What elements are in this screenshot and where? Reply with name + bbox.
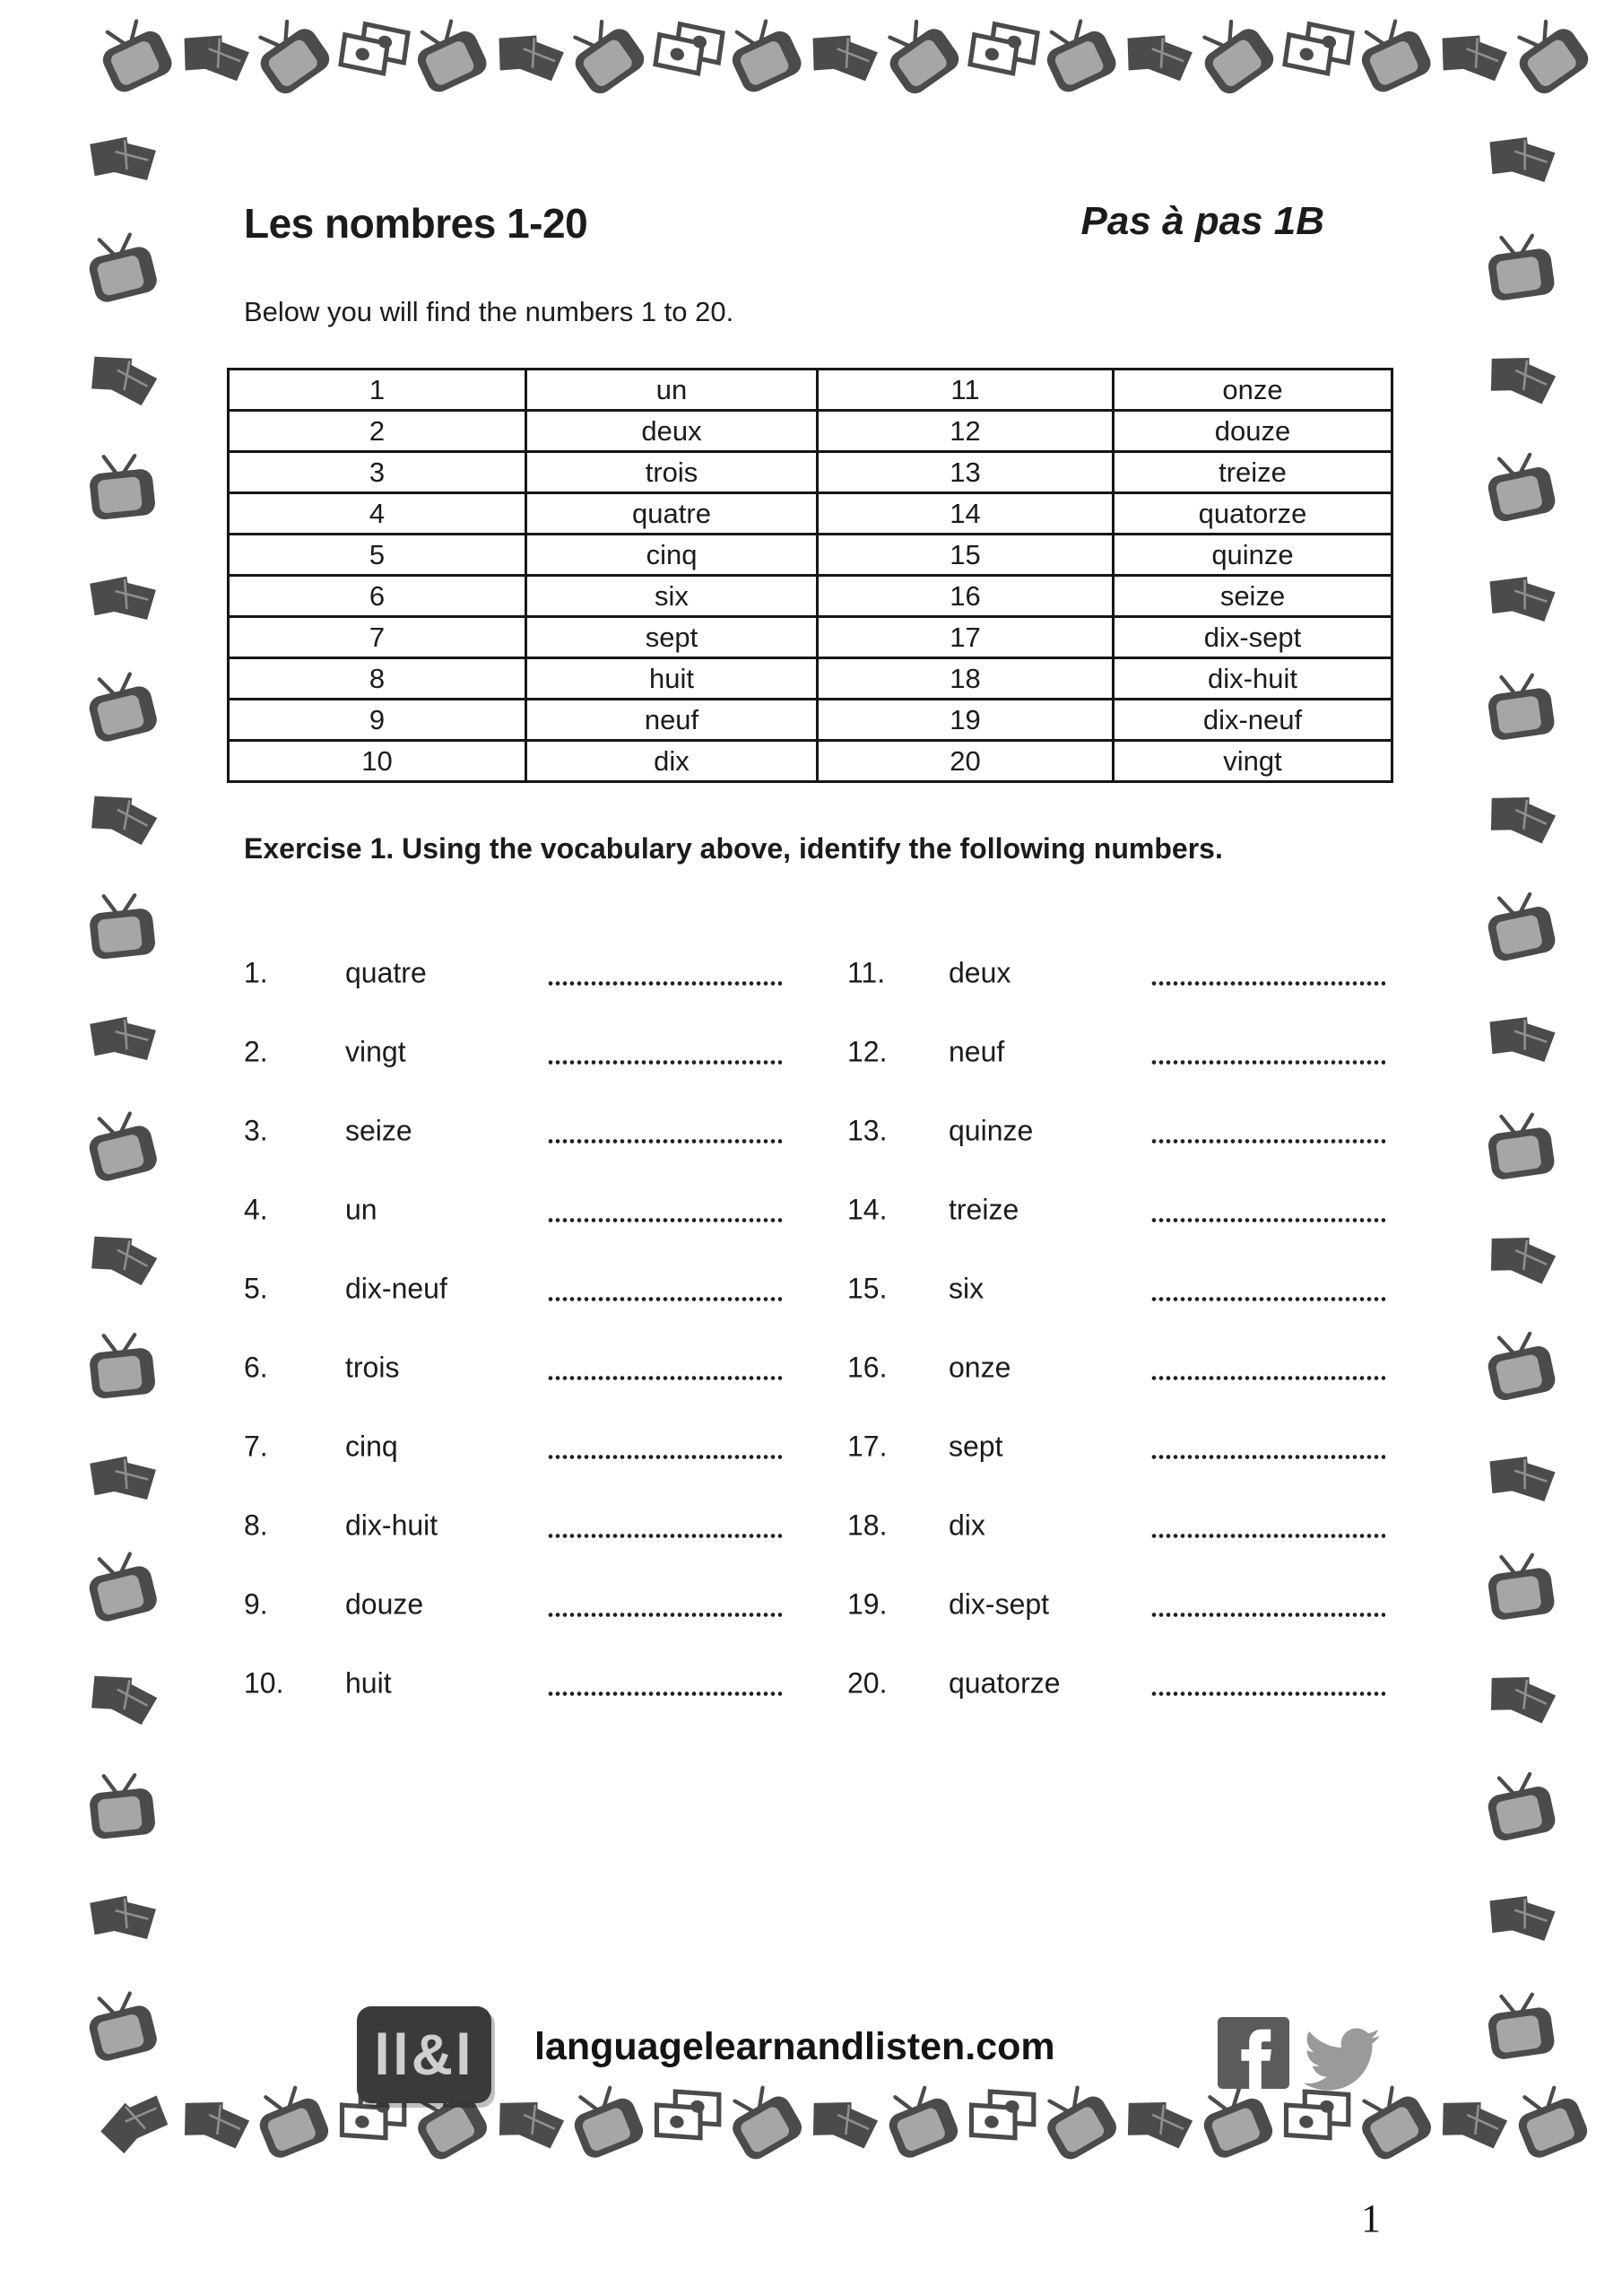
- tickets-icon: [951, 8, 1050, 107]
- exercise-item: [244, 1565, 782, 1644]
- exercise-column-left: [244, 934, 782, 1723]
- vocab-cell: six: [526, 576, 818, 617]
- vocab-cell: 13: [818, 452, 1114, 493]
- vocab-cell: un: [526, 370, 818, 411]
- exercise-item: [244, 1486, 782, 1565]
- tv-icon: [242, 2074, 343, 2174]
- newspaper-icon: [78, 116, 165, 203]
- item-number: 12.: [847, 1035, 888, 1068]
- tickets-icon: [1266, 8, 1365, 107]
- newspaper-icon: [72, 329, 172, 430]
- tv-icon: [75, 663, 169, 756]
- answer-blank: [547, 1691, 782, 1697]
- vocab-cell: huit: [526, 658, 818, 700]
- item-number: 13.: [847, 1114, 888, 1147]
- tv-icon: [1028, 6, 1130, 109]
- item-word: deux: [949, 956, 1011, 989]
- newspaper-icon: [72, 1209, 172, 1309]
- vocab-cell: 2: [229, 411, 526, 452]
- vocab-row: [229, 370, 1392, 411]
- tv-icon: [80, 887, 165, 972]
- newspaper-icon: [1475, 1433, 1566, 1525]
- newspaper-icon: [78, 1435, 165, 1522]
- answer-blank: [1150, 1533, 1385, 1539]
- tickets-icon: [640, 2078, 732, 2170]
- answer-blank: [1150, 980, 1385, 987]
- item-number: 14.: [847, 1193, 888, 1226]
- vocab-cell: 18: [818, 658, 1114, 700]
- newspaper-icon: [72, 769, 172, 869]
- vocab-cell: 11: [818, 370, 1114, 411]
- vocab-cell: 19: [818, 700, 1114, 741]
- item-number: 1.: [244, 956, 268, 989]
- vocab-cell: 3: [229, 452, 526, 493]
- newspaper-icon: [1472, 770, 1569, 867]
- site-logo-text: ll&l: [374, 2022, 474, 2087]
- newspaper-icon: [82, 2071, 187, 2176]
- vocab-table: [227, 368, 1393, 783]
- item-number: 18.: [847, 1509, 888, 1542]
- answer-blank: [1150, 1375, 1385, 1381]
- item-word: un: [345, 1193, 377, 1226]
- item-word: quatre: [345, 956, 427, 989]
- exercise-item: [847, 1486, 1385, 1565]
- vocab-cell: onze: [1114, 370, 1392, 411]
- tv-icon: [80, 1326, 165, 1412]
- exercise-item: [847, 1644, 1385, 1723]
- vocab-cell: 8: [229, 658, 526, 700]
- exercise-item: [244, 1249, 782, 1328]
- answer-blank: [1150, 1138, 1385, 1144]
- item-word: trois: [345, 1351, 400, 1384]
- vocab-cell: 16: [818, 576, 1114, 617]
- vocab-cell: 20: [818, 741, 1114, 782]
- item-word: dix-huit: [345, 1509, 438, 1542]
- exercise-column-right: [847, 934, 1385, 1723]
- newspaper-icon: [1472, 1650, 1569, 1747]
- decorative-border-top: [97, 13, 1590, 102]
- newspaper-icon: [794, 2075, 891, 2172]
- exercise-item: [244, 1328, 782, 1407]
- item-word: quatorze: [949, 1666, 1061, 1700]
- newspaper-icon: [78, 1875, 165, 1962]
- vocab-cell: 15: [818, 535, 1114, 576]
- newspaper-icon: [1475, 553, 1566, 645]
- item-word: huit: [345, 1666, 392, 1700]
- tv-icon: [84, 6, 186, 109]
- vocab-row: [229, 617, 1392, 658]
- website-link[interactable]: languagelearnandlisten.com: [534, 2025, 1055, 2068]
- exercise-item: [244, 1013, 782, 1091]
- item-number: 9.: [244, 1587, 268, 1621]
- item-word: treize: [949, 1193, 1019, 1226]
- vocab-cell: treize: [1114, 452, 1392, 493]
- newspaper-icon: [1475, 1873, 1566, 1964]
- item-word: sept: [949, 1430, 1003, 1463]
- exercise-item: [847, 1091, 1385, 1170]
- answer-blank: [547, 1375, 782, 1381]
- site-logo: [357, 2006, 491, 2103]
- newspaper-icon: [1424, 2075, 1521, 2172]
- item-word: dix-sept: [949, 1587, 1050, 1621]
- newspaper-icon: [1109, 2075, 1206, 2172]
- tv-icon: [1501, 2074, 1601, 2174]
- tickets-icon: [322, 8, 421, 107]
- item-number: 11.: [847, 956, 886, 989]
- tv-icon: [1477, 1985, 1564, 2072]
- vocab-cell: dix-neuf: [1114, 700, 1392, 741]
- item-number: 3.: [244, 1114, 268, 1147]
- tv-icon: [75, 1542, 169, 1635]
- vocab-cell: 7: [229, 617, 526, 658]
- answer-blank: [547, 1217, 782, 1223]
- tv-icon: [1477, 1106, 1564, 1193]
- exercise-item: [847, 1407, 1385, 1486]
- answer-blank: [1150, 1059, 1385, 1065]
- vocab-cell: dix: [526, 741, 818, 782]
- answer-blank: [547, 1533, 782, 1539]
- item-number: 8.: [244, 1509, 268, 1542]
- item-number: 4.: [244, 1193, 268, 1226]
- newspaper-icon: [166, 2075, 263, 2172]
- item-word: neuf: [949, 1035, 1005, 1068]
- exercise-item: [244, 1091, 782, 1170]
- exercise-item: [847, 1328, 1385, 1407]
- vocab-cell: 17: [818, 617, 1114, 658]
- answer-blank: [1150, 1454, 1385, 1460]
- tv-icon: [1342, 6, 1444, 109]
- item-number: 17.: [847, 1430, 888, 1463]
- exercise-item: [847, 1565, 1385, 1644]
- newspaper-icon: [1472, 1211, 1569, 1308]
- vocab-cell: vingt: [1114, 741, 1392, 782]
- item-number: 15.: [847, 1272, 888, 1305]
- vocab-row: [229, 411, 1392, 452]
- answer-blank: [547, 1612, 782, 1618]
- item-word: six: [949, 1272, 984, 1305]
- vocab-cell: 9: [229, 700, 526, 741]
- vocab-row: [229, 535, 1392, 576]
- newspaper-icon: [480, 2075, 577, 2172]
- vocab-cell: quinze: [1114, 535, 1392, 576]
- answer-blank: [1150, 1217, 1385, 1223]
- vocab-cell: quatorze: [1114, 493, 1392, 535]
- vocab-cell: neuf: [526, 700, 818, 741]
- vocab-cell: 6: [229, 576, 526, 617]
- tv-icon: [872, 2074, 972, 2174]
- item-number: 19.: [847, 1587, 888, 1621]
- vocab-row: [229, 576, 1392, 617]
- vocab-cell: 12: [818, 411, 1114, 452]
- item-number: 20.: [847, 1666, 888, 1700]
- answer-blank: [547, 1059, 782, 1065]
- exercise-item: [244, 934, 782, 1013]
- tv-icon: [75, 1102, 169, 1196]
- tv-icon: [80, 447, 165, 532]
- item-number: 7.: [244, 1430, 268, 1463]
- tv-icon: [1475, 1763, 1566, 1855]
- tv-icon: [1475, 444, 1566, 535]
- tv-icon: [1475, 883, 1566, 975]
- answer-blank: [547, 980, 782, 987]
- tv-icon: [1477, 226, 1564, 313]
- exercise-item: [244, 1644, 782, 1723]
- exercise-item: [244, 1407, 782, 1486]
- page-number: 1: [1361, 2196, 1381, 2240]
- newspaper-icon: [78, 996, 165, 1083]
- item-word: quinze: [949, 1114, 1034, 1147]
- tv-icon: [75, 222, 169, 316]
- vocab-cell: 10: [229, 741, 526, 782]
- exercise-heading: Exercise 1. Using the vocabulary above, identify the following numbers.: [244, 832, 1223, 865]
- exercise-item: [244, 1170, 782, 1249]
- item-word: dix: [949, 1509, 985, 1542]
- item-word: douze: [345, 1587, 424, 1621]
- edition-label: Pas à pas 1B: [1080, 199, 1324, 243]
- tv-icon: [1475, 1323, 1566, 1414]
- tv-icon: [399, 6, 501, 109]
- item-number: 16.: [847, 1351, 888, 1384]
- facebook-icon[interactable]: [1218, 2015, 1289, 2091]
- tickets-icon: [637, 8, 735, 107]
- vocab-row: [229, 452, 1392, 493]
- item-word: onze: [949, 1351, 1011, 1384]
- newspaper-icon: [72, 1648, 172, 1749]
- newspaper-icon: [1475, 114, 1566, 205]
- vocab-cell: sept: [526, 617, 818, 658]
- exercise-item: [847, 1170, 1385, 1249]
- item-number: 6.: [244, 1351, 268, 1384]
- tv-icon: [1477, 665, 1564, 752]
- vocab-cell: quatre: [526, 493, 818, 535]
- vocab-cell: trois: [526, 452, 818, 493]
- newspaper-icon: [1472, 331, 1569, 428]
- decorative-border-right: [1478, 121, 1564, 2067]
- item-number: 10.: [244, 1666, 284, 1700]
- vocab-cell: 4: [229, 493, 526, 535]
- answer-blank: [547, 1454, 782, 1460]
- answer-blank: [547, 1138, 782, 1144]
- tickets-icon: [955, 2078, 1046, 2170]
- vocab-cell: 1: [229, 370, 526, 411]
- tv-icon: [557, 2074, 657, 2174]
- page-title: Les nombres 1-20: [244, 200, 588, 247]
- vocab-cell: 5: [229, 535, 526, 576]
- vocab-cell: seize: [1114, 576, 1392, 617]
- item-number: 2.: [244, 1035, 268, 1068]
- vocab-cell: dix-sept: [1114, 617, 1392, 658]
- exercise-item: [847, 934, 1385, 1013]
- tv-icon: [80, 1766, 165, 1851]
- item-word: dix-neuf: [345, 1272, 447, 1305]
- twitter-icon[interactable]: [1297, 2018, 1388, 2100]
- vocab-cell: dix-huit: [1114, 658, 1392, 700]
- exercise-item: [847, 1013, 1385, 1091]
- tv-icon: [75, 1982, 169, 2075]
- item-word: cinq: [345, 1430, 398, 1463]
- vocab-row: [229, 741, 1392, 782]
- exercise-item: [847, 1249, 1385, 1328]
- vocab-cell: deux: [526, 411, 818, 452]
- tv-icon: [714, 6, 816, 109]
- tv-icon: [1477, 1545, 1564, 1632]
- vocab-cell: 14: [818, 493, 1114, 535]
- vocab-row: [229, 658, 1392, 700]
- intro-text: Below you will find the numbers 1 to 20.: [244, 296, 734, 327]
- decorative-border-left: [79, 121, 165, 2067]
- item-number: 5.: [244, 1272, 268, 1305]
- item-word: seize: [345, 1114, 412, 1147]
- newspaper-icon: [78, 556, 165, 643]
- answer-blank: [1150, 1691, 1385, 1697]
- vocab-cell: cinq: [526, 535, 818, 576]
- newspaper-icon: [1475, 994, 1566, 1085]
- answer-blank: [1150, 1612, 1385, 1618]
- tv-icon: [1497, 4, 1605, 111]
- vocab-row: [229, 493, 1392, 535]
- answer-blank: [547, 1296, 782, 1302]
- vocab-cell: douze: [1114, 411, 1392, 452]
- vocab-row: [229, 700, 1392, 741]
- item-word: vingt: [345, 1035, 406, 1068]
- answer-blank: [1150, 1296, 1385, 1302]
